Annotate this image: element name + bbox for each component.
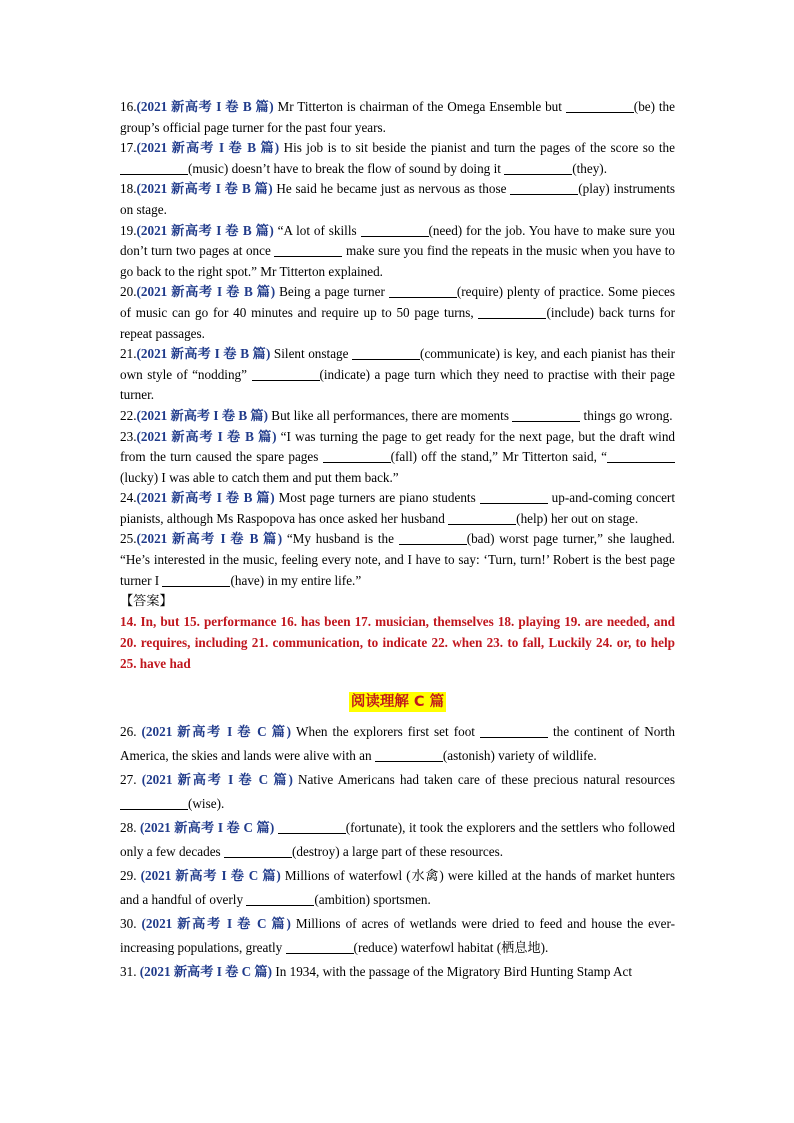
- question-text: When the explorers first set foot: [291, 724, 480, 740]
- question-text: (be) the group’s official page turner for the past four years.: [120, 99, 676, 135]
- answer-blank[interactable]: [352, 345, 420, 360]
- question-source: (2021 新高考 I 卷 B 篇): [136, 99, 274, 114]
- question-number: 20.: [120, 284, 137, 300]
- question-text: (help) her out on stage.: [516, 510, 639, 526]
- question-text: (communicate) is key, and each pianist has their own style of “nodding”: [120, 346, 675, 382]
- question-number: 28.: [120, 820, 140, 836]
- question-text: (astonish) variety of wildlife.: [442, 748, 597, 764]
- section-title-wrap: [120, 692, 675, 714]
- question-item: [120, 427, 675, 489]
- question-item: [120, 282, 675, 344]
- question-text: He said he became just as nervous as those: [272, 181, 511, 197]
- answer-blank[interactable]: [162, 572, 230, 587]
- question-source: (2021 新高考 I 卷 B 篇): [136, 490, 275, 506]
- question-item: [120, 960, 675, 984]
- question-number: 25.: [120, 531, 137, 547]
- question-text: (ambition) sportsmen.: [314, 892, 431, 908]
- question-source: (2021 新高考 I 卷 B 篇): [136, 140, 280, 156]
- question-text: Millions of waterfowl (水禽) were killed at the hands of market hunters and a handful of overly: [120, 868, 675, 908]
- answer-blank[interactable]: [286, 939, 354, 954]
- document-page: [120, 97, 675, 984]
- question-text: Being a page turner: [275, 284, 389, 300]
- question-source: (2021 新高考 I 卷 B 篇): [136, 531, 283, 547]
- question-text: Mr Titterton is chairman of the Omega Ensemble but: [273, 99, 566, 114]
- question-item: [120, 529, 675, 591]
- answer-blank[interactable]: [375, 747, 443, 762]
- question-item: [120, 816, 675, 864]
- answer-blank[interactable]: [566, 98, 634, 113]
- answer-blank[interactable]: [252, 366, 320, 381]
- answer-key: 14. In, but 15. performance 16. has been 17. musician, themselves 18. playing 19. are needed, and 20. requires, including 21. communication, to indicate 22. when 23. to fall, Luckily 24. or, to help 25. have had: [120, 614, 675, 672]
- question-item: [120, 344, 675, 406]
- question-item: [120, 912, 675, 960]
- question-text: (need) for the job. You have to make sure you don’t turn two pages at once: [120, 222, 676, 259]
- question-text: (require) plenty of practice. Some pieces of music can go for 40 minutes and require up to 50 page turns,: [120, 284, 675, 320]
- question-number: 19.: [120, 222, 137, 238]
- question-source: (2021 新高考 I 卷 C 篇): [139, 964, 273, 980]
- answer-blank[interactable]: [120, 160, 188, 175]
- question-number: 29.: [120, 868, 141, 884]
- question-text: (wise).: [188, 796, 225, 812]
- answer-blank[interactable]: [274, 242, 342, 257]
- answer-blank[interactable]: [224, 843, 292, 858]
- question-text: up-and-coming concert pianists, although Ms Raspopova has once asked her husband: [120, 490, 675, 526]
- answer-blank[interactable]: [480, 489, 548, 504]
- answer-blank[interactable]: [510, 180, 578, 195]
- question-source: (2021 新高考 I 卷 C 篇): [141, 772, 293, 788]
- question-number: 18.: [120, 181, 137, 197]
- answer-blank[interactable]: [278, 819, 346, 834]
- question-text: (music) doesn’t have to break the flow of sound by doing it: [188, 160, 505, 176]
- question-text: Millions of acres of wetlands were dried to feed and house the ever-increasing populations, greatly: [120, 916, 675, 956]
- question-text: the continent of North America, the skies and lands were alive with an: [120, 724, 676, 764]
- question-source: (2021 新高考 I 卷 C 篇): [140, 868, 281, 884]
- question-text: things go wrong.: [580, 407, 673, 423]
- question-source: (2021 新高考 I 卷 B 篇): [136, 181, 273, 197]
- question-item: [120, 97, 675, 138]
- question-text: make sure you find the repeats in the music when you have to go back to the right spot.” Mr Titterton explained.: [120, 243, 676, 279]
- answer-blank[interactable]: [512, 407, 580, 422]
- answer-blank[interactable]: [607, 448, 675, 463]
- question-text: “I was turning the page to get ready for the next page, but the draft wind from the turn caused the spare pages: [120, 428, 676, 465]
- question-item: [120, 720, 675, 768]
- question-text: “A lot of skills: [273, 222, 361, 238]
- question-text: (bad) worst page turner,” she laughed. “He’s interested in the music, feeling every note, and I have to say: ‘Turn, turn!’ Robert is the best page turner I: [120, 531, 675, 588]
- question-text: (indicate) a page turn which they need to practise with their page turner.: [120, 366, 675, 403]
- question-source: (2021 新高考 I 卷 C 篇): [139, 820, 275, 836]
- question-text: (play) instruments on stage.: [120, 181, 675, 217]
- question-number: 23.: [120, 428, 137, 444]
- section-c-questions: [120, 720, 675, 984]
- question-number: 22.: [120, 407, 137, 423]
- question-source: (2021 新高考 I 卷 B 篇): [136, 346, 271, 362]
- question-source: (2021 新高考 I 卷 C 篇): [141, 916, 291, 932]
- question-text: Native Americans had taken care of these precious natural resources: [292, 772, 675, 788]
- answer-blank[interactable]: [246, 891, 314, 906]
- question-text: (destroy) a large part of these resources.: [292, 844, 504, 860]
- question-number: 21.: [120, 346, 137, 362]
- answer-blank[interactable]: [399, 530, 467, 545]
- question-number: 26.: [120, 724, 142, 740]
- question-text: His job is to sit beside the pianist and turn the pages of the score so the: [279, 140, 675, 156]
- question-item: [120, 179, 675, 220]
- question-text: But like all performances, there are moments: [268, 407, 513, 423]
- question-source: (2021 新高考 I 卷 B 篇): [136, 407, 268, 423]
- question-source: (2021 新高考 I 卷 C 篇): [141, 724, 292, 740]
- question-text: (include) back turns for repeat passages.: [120, 304, 675, 341]
- question-text: (they).: [572, 160, 607, 176]
- question-source: (2021 新高考 I 卷 B 篇): [136, 284, 276, 300]
- question-item: [120, 138, 675, 179]
- question-number: 17.: [120, 140, 137, 156]
- question-text: Most page turners are piano students: [274, 490, 480, 506]
- question-number: 30.: [120, 916, 142, 932]
- question-text: (lucky) I was able to catch them and put them back.”: [120, 469, 399, 485]
- question-source: (2021 新高考 I 卷 B 篇): [136, 222, 274, 238]
- question-text: (fortunate), it took the explorers and the settlers who followed only a few decades: [120, 820, 675, 860]
- question-item: [120, 406, 675, 427]
- answer-blank[interactable]: [478, 304, 546, 319]
- section-title: 阅读理解 C 篇: [350, 694, 445, 711]
- question-number: 16.: [120, 99, 137, 114]
- question-number: 24.: [120, 490, 137, 506]
- question-number: 27.: [120, 772, 142, 788]
- question-text: “My husband is the: [282, 531, 399, 547]
- question-text: (reduce) waterfowl habitat (栖息地).: [353, 940, 549, 956]
- answer-blank[interactable]: [480, 723, 548, 738]
- question-text: (fall) off the stand,” Mr Titterton said, “: [390, 449, 607, 465]
- question-item: [120, 768, 675, 816]
- answer-blank[interactable]: [389, 283, 457, 298]
- question-source: (2021 新高考 I 卷 B 篇): [136, 428, 277, 444]
- answer-blank[interactable]: [504, 160, 572, 175]
- question-number: 31.: [120, 964, 140, 980]
- section-b-questions: [120, 97, 675, 591]
- question-text: (have) in my entire life.”: [230, 572, 362, 588]
- answer-label: 【答案】: [120, 593, 173, 609]
- question-item: [120, 864, 675, 912]
- answer-blank[interactable]: [448, 510, 516, 525]
- question-item: [120, 221, 675, 283]
- question-text: In 1934, with the passage of the Migratory Bird Hunting Stamp Act: [272, 964, 633, 980]
- question-text: Silent onstage: [270, 346, 353, 362]
- question-item: [120, 488, 675, 529]
- answer-blank[interactable]: [120, 795, 188, 810]
- answer-blank[interactable]: [323, 448, 391, 463]
- answer-blank[interactable]: [361, 222, 429, 237]
